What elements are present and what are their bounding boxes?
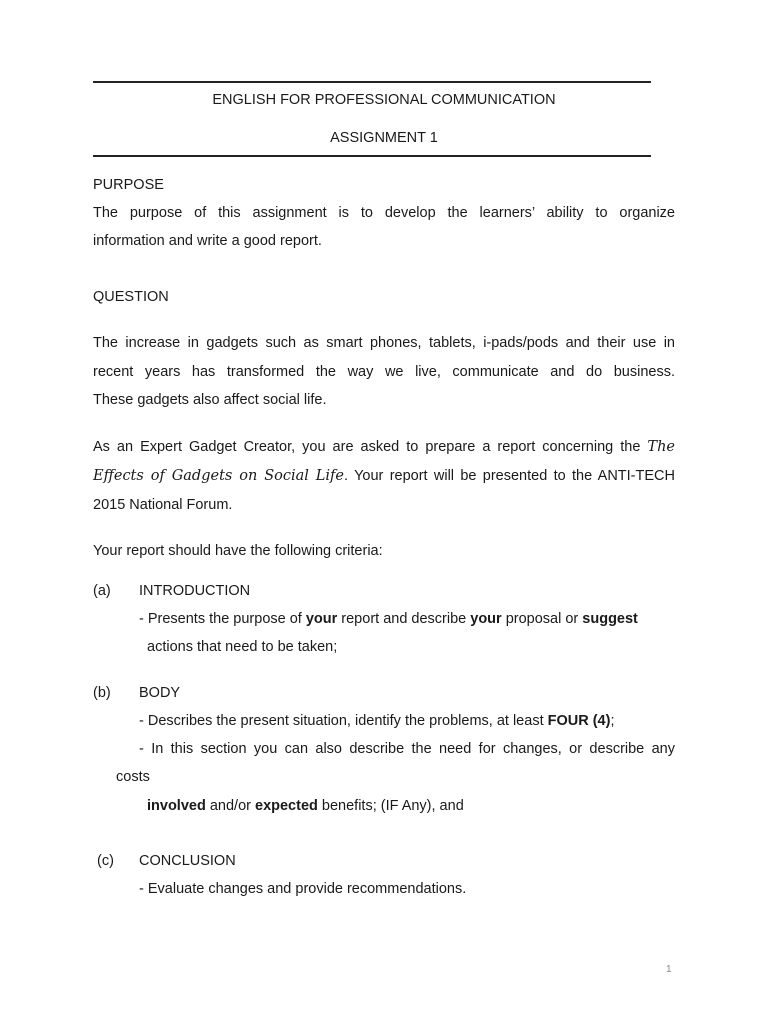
question-p1-line-1: The increase in gadgets such as smart phones, tablets, i-pads/pods and their use in [93, 335, 675, 351]
section-a-line-1 [139, 611, 638, 627]
section-a-line-2: actions that need to be taken; [147, 639, 338, 655]
section-b-text-1: - Describes the present situation, identify the problems, at least [139, 713, 548, 729]
emphasis-suggest: suggest [582, 611, 638, 627]
section-c-line-1: - Evaluate changes and provide recommendations. [139, 881, 467, 897]
section-b-text-2: ; [610, 713, 615, 729]
purpose-heading: PURPOSE [93, 177, 164, 193]
emphasis-your-1: your [305, 611, 338, 627]
section-c-heading: CONCLUSION [139, 853, 236, 869]
purpose-line-2: information and write a good report. [93, 233, 322, 249]
emphasis-involved: involved [147, 798, 206, 814]
bottom-rule [93, 155, 651, 157]
section-b-line-4 [147, 798, 464, 814]
criteria-intro: Your report should have the following criteria: [93, 543, 383, 559]
question-p1-line-3: These gadgets also affect social life. [93, 392, 327, 408]
question-p2-line-2-text: . Your report will be presented to the ANTI-TECH [344, 468, 675, 484]
section-b-text-4: benefits; (IF Any), and [317, 798, 464, 814]
section-b-text-3: and/or [205, 798, 255, 814]
section-a-text-1: - Presents the purpose of [139, 611, 306, 627]
emphasis-four: FOUR (4) [547, 713, 611, 729]
question-p1-line-2: recent years has transformed the way we live, communicate and do business. [93, 364, 675, 380]
section-c-label: (c) [97, 853, 114, 869]
section-b-heading: BODY [139, 685, 181, 701]
assignment-label: ASSIGNMENT 1 [330, 130, 438, 146]
question-heading: QUESTION [93, 289, 169, 305]
section-b-line-1 [139, 713, 615, 729]
emphasis-your-2: your [470, 611, 502, 627]
question-p2-line-3: 2015 National Forum. [93, 497, 233, 513]
report-title-part-1: The [647, 439, 675, 455]
top-rule [93, 81, 651, 83]
question-p2-line-2 [93, 468, 675, 484]
section-a-text-3: proposal or [501, 611, 583, 627]
section-b-line-2: - In this section you can also describe the need for changes, or describe any [139, 741, 675, 757]
question-p2-line-1 [93, 439, 675, 455]
section-a-heading: INTRODUCTION [139, 583, 251, 599]
section-a-label: (a) [93, 583, 111, 599]
emphasis-expected: expected [255, 798, 318, 814]
purpose-line-1: The purpose of this assignment is to develop the learners’ ability to organize [93, 205, 675, 221]
question-p2-line-1-text: As an Expert Gadget Creator, you are asked to prepare a report concerning the [93, 439, 648, 455]
section-b-line-3: costs [116, 769, 150, 785]
report-title-part-2: Effects of Gadgets on Social Life [93, 468, 345, 484]
section-a-text-2: report and describe [337, 611, 471, 627]
section-b-label: (b) [93, 685, 111, 701]
page-number: 1 [666, 964, 672, 975]
document-title: ENGLISH FOR PROFESSIONAL COMMUNICATION [212, 92, 556, 108]
